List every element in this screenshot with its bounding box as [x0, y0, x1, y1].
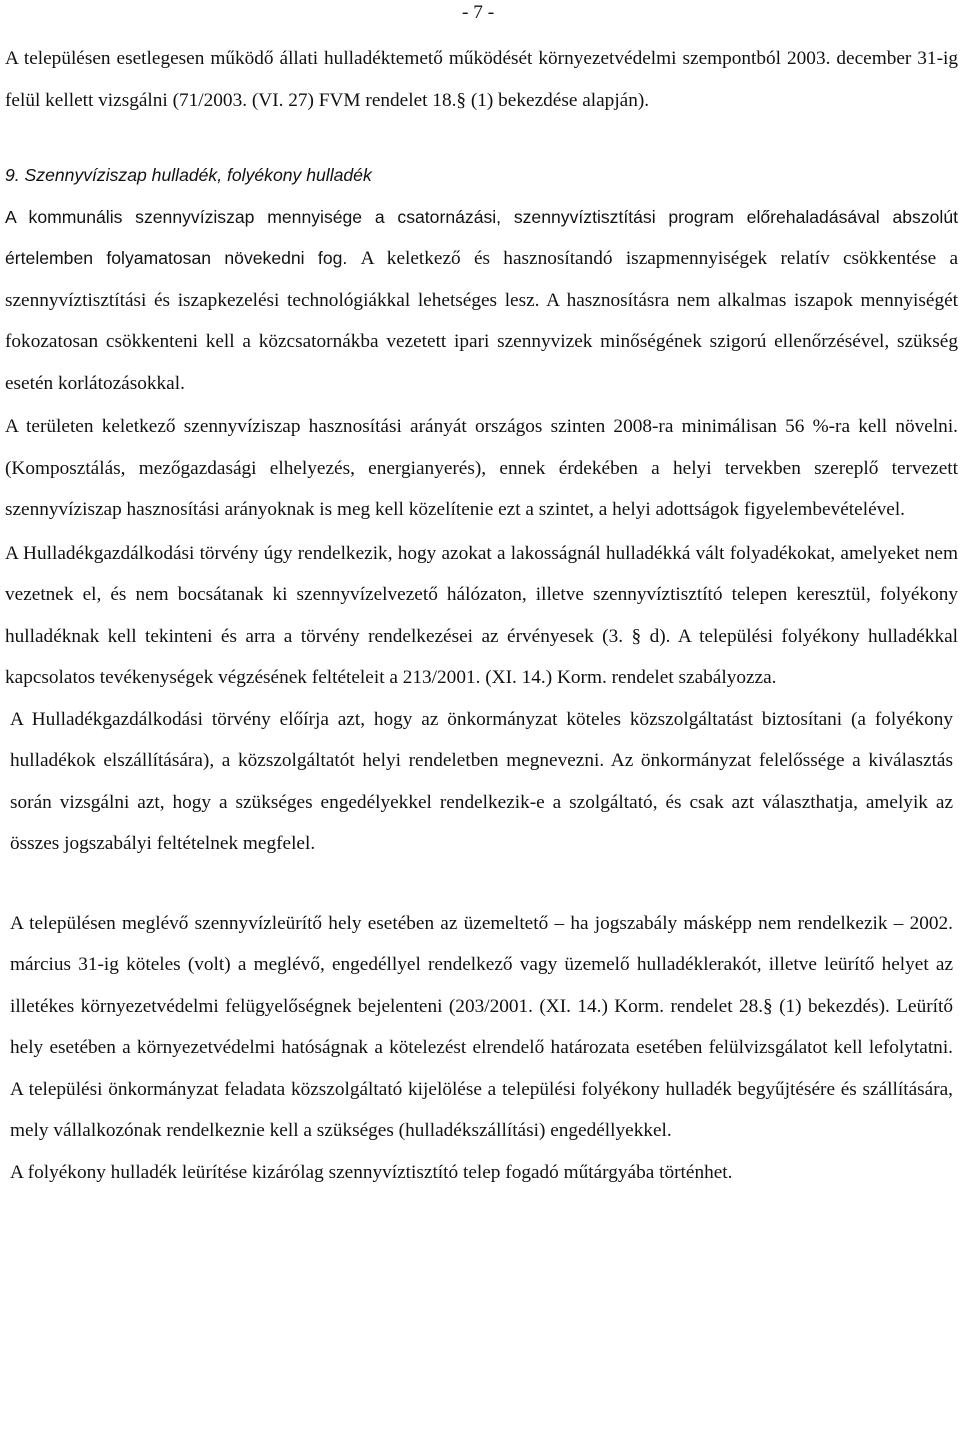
spacer — [5, 865, 958, 903]
section-heading-9: 9. Szennyvíziszap hulladék, folyékony hulladék — [5, 165, 372, 185]
paragraph-animal-waste: A településen esetlegesen működő állati hulladéktemető működését környezetvédelmi szempontból 2003. december 31-ig felül kellett vizsgálni (71/2003. (VI. 27) FVM rendelet 18.§ (1) bekezdése alapján). — [5, 48, 958, 111]
paragraph-sludge-growth-text: A kommunális szennyvíziszap mennyisége a csatornázási, szennyvíztisztítási program előrehaladásával abszolút értelemben folyamatosan növekedni fog. — [5, 206, 958, 268]
paragraph-sludge-utilization: A területen keletkező szennyvíziszap hasznosítási arányát országos szinten 2008-ra minimálisan 56 %-ra kell növelni. (Komposztálás, mezőgazdasági elhelyezés, energianyerés), ennek érdekében a helyi tervekben szereplő tervezett szennyvíziszap hasznosítási arányoknak is meg kell közelítenie ezt a szintet, a helyi adottságok figyelembevételével. — [5, 416, 958, 520]
spacer — [5, 121, 958, 155]
paragraph-municipal-service: A Hulladékgazdálkodási törvény előírja azt, hogy az önkormányzat köteles közszolgáltatást biztosítani (a folyékony hulladékok elszállítására), a közszolgáltatót helyi rendeletben megnevezni. Az önkormányzat felelőssége a kiválasztás során vizsgálni azt, hogy a szükséges engedélyekkel rendelkezik-e a szolgáltató, és csak azt választhatja, amelyik az összes jogszabályi feltételnek megfelel. — [10, 708, 953, 854]
paragraph-discharge-site: A településen meglévő szennyvízleürítő hely esetében az üzemeltető – ha jogszabály másképp nem rendelkezik – 2002. március 31-ig köteles (volt) a meglévő, engedéllyel rendelkező vagy üzemelő hulladéklerakót, illetve leürítő helyet az illetékes környezetvédelmi felügyelőségnek bejelenteni (203/2001. (XI. 14.) Korm. rendelet 28.§ (1) bekezdés). Leürítő hely esetében a környezetvédelmi hatóságnak a kötelezést elrendelő határozata esetében felülvizsgálatot kell lefolytatni. A települési önkormányzat feladata közszolgáltató kijelölése a települési folyékony hulladék begyűjtésére és szállítására, mely vállalkozónak rendelkeznie kell a szükséges (hulladékszállítási) engedéllyekkel. — [10, 912, 953, 1141]
paragraph-sludge-growth — [5, 197, 958, 405]
paragraph-waste-law: A Hulladékgazdálkodási törvény úgy rendelkezik, hogy azokat a lakosságnál hulladékká vált folyadékokat, amelyeket nem vezetnek el, és nem bocsátanak ki szennyvízelvezető hálózaton, illetve szennyvíztisztító telepen keresztül, folyékony hulladéknak kell tekinteni és arra a törvény rendelkezései az érvényesek (3. § d). A települési folyékony hulladékkal kapcsolatos tevékenységek végzésének feltételeit a 213/2001. (XI. 14.) Korm. rendelet szabályozza. — [5, 542, 958, 688]
document-body — [5, 38, 958, 1193]
paragraph-sludge-reduction-text: A keletkező és hasznosítandó iszapmennyiségek relatív csökkentése a szennyvíztisztítási és iszapkezelési technológiákkal lehetséges lesz. A hasznosításra nem alkalmas iszapok mennyiségét fokozatosan csökkenteni kell a közcsatornákba vezetett ipari szennyvizek minőségének szigorú ellenőrzésével, szükség esetén korlátozásokkal. — [5, 248, 959, 394]
paragraph-discharge-rule: A folyékony hulladék leürítése kizárólag szennyvíztisztító telep fogadó műtárgyába történhet. — [10, 1161, 733, 1183]
page-number: - 7 - — [462, 2, 495, 23]
